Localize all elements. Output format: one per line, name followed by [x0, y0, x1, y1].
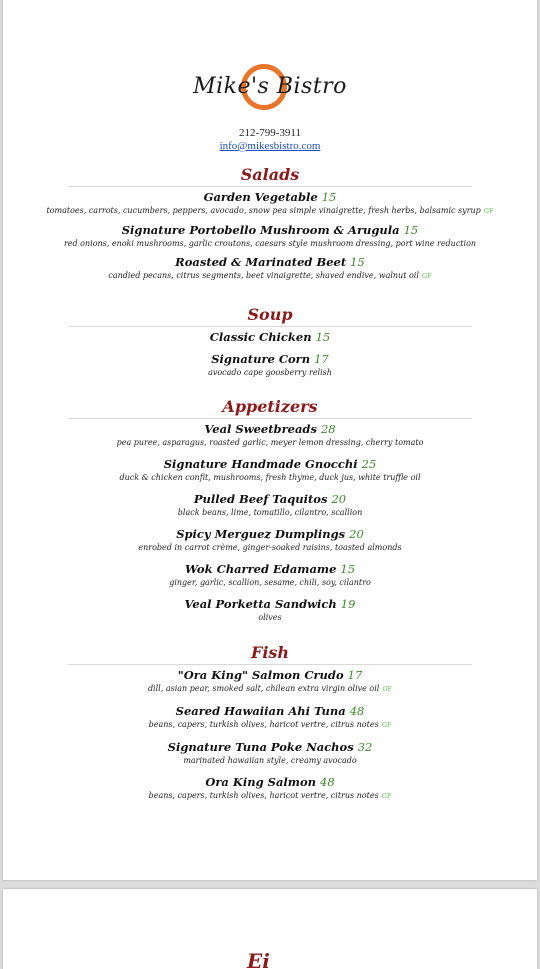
- item-description: black beans, lime, tomatillo, cilantro, scallion: [177, 508, 363, 517]
- gf-tag: GF: [483, 207, 494, 215]
- item-name: Veal Porketta Sandwich: [184, 597, 337, 611]
- brand-logo: [3, 58, 537, 118]
- item-description: marinated hawaiian style, creamy avocado: [183, 756, 357, 765]
- next-menu-page: [3, 889, 537, 969]
- item-name: Seared Hawaiian Ahi Tuna: [175, 704, 346, 718]
- section-salads: [3, 165, 537, 282]
- item-description: candied pecans, citrus segments, beet vinaigrette, shaved endive, walnut oil: [108, 271, 419, 280]
- item-price: 19: [340, 597, 356, 611]
- item-price: 15: [403, 223, 419, 237]
- gf-tag: GF: [381, 721, 392, 729]
- divider: [68, 186, 472, 187]
- menu-item: [3, 596, 537, 623]
- item-name: Signature Handmade Gnocchi: [163, 457, 358, 471]
- divider: [68, 418, 472, 419]
- item-price: 15: [350, 255, 365, 269]
- item-description: avocado cape goosberry relish: [208, 368, 332, 377]
- item-price: 48: [349, 704, 365, 718]
- menu-item: [3, 774, 537, 802]
- menu-item: [3, 667, 537, 695]
- item-price: 28: [320, 422, 336, 436]
- item-price: 25: [361, 457, 377, 471]
- gf-tag: GF: [421, 272, 432, 280]
- item-name: Ora King Salmon: [205, 775, 316, 789]
- item-price: 17: [314, 352, 329, 366]
- menu-item: [3, 526, 537, 553]
- menu-item: [3, 561, 537, 588]
- section-title: Fish: [250, 643, 290, 662]
- menu-item: [3, 421, 537, 448]
- contact-info: [3, 127, 537, 153]
- divider: [68, 326, 472, 327]
- item-name: Garden Vegetable: [203, 190, 318, 204]
- next-section-title: Ei: [247, 949, 270, 969]
- item-name: "Ora King" Salmon Crudo: [177, 668, 344, 682]
- section-title: Salads: [240, 165, 300, 184]
- item-name: Spicy Merguez Dumplings: [176, 527, 346, 541]
- menu-item: [3, 703, 537, 731]
- item-name: Signature Portobello Mushroom & Arugula: [121, 223, 400, 237]
- section-appetizers: [3, 397, 537, 623]
- brand-name: Mike's Bistro: [193, 74, 347, 99]
- menu-item: [3, 456, 537, 483]
- menu-item: [3, 351, 537, 378]
- item-name: Veal Sweetbreads: [204, 422, 317, 436]
- item-name: Wok Charred Edamame: [184, 562, 337, 576]
- item-name: Roasted & Marinated Beet: [175, 255, 347, 269]
- gf-tag: GF: [382, 685, 393, 693]
- item-description: ginger, garlic, scallion, sesame, chili, soy, cilantro: [169, 578, 371, 587]
- item-price: 20: [331, 492, 347, 506]
- section-title: Soup: [247, 305, 293, 324]
- item-description: beans, capers, turkish olives, haricot vertre, citrus notes: [148, 791, 379, 800]
- menu-item: [3, 254, 537, 282]
- divider: [68, 664, 472, 665]
- item-description: olives: [258, 613, 282, 622]
- item-name: Signature Tuna Poke Nachos: [167, 740, 354, 754]
- item-price: 48: [320, 775, 335, 789]
- email-link[interactable]: info@mikesbistro.com: [219, 140, 321, 152]
- item-description: duck & chicken confit, mushrooms, fresh thyme, duck jus, white truffle oil: [119, 473, 421, 482]
- item-price: 32: [357, 740, 373, 754]
- item-price: 15: [315, 330, 331, 344]
- item-price: 17: [347, 668, 363, 682]
- item-description: tomatoes, carrots, cucumbers, peppers, avocado, snow pea simple vinaigrette, fresh herbs, balsamic syrup: [46, 206, 481, 215]
- item-description: red onions, enoki mushrooms, garlic croutons, caesars style mushroom dressing, port wine reduction: [63, 239, 477, 248]
- item-price: 20: [349, 527, 364, 541]
- section-soup: [3, 305, 537, 378]
- item-description: beans, capers, turkish olives, haricot vertre, citrus notes: [148, 720, 379, 729]
- menu-item: [3, 329, 537, 345]
- item-price: 15: [340, 562, 356, 576]
- item-description: enrobed in carrot crème, ginger-soaked raisins, toasted almonds: [138, 543, 402, 552]
- menu-item: [3, 739, 537, 766]
- menu-item: [3, 491, 537, 518]
- item-description: pea puree, asparagus, roasted garlic, meyer lemon dressing, cherry tomato: [116, 438, 424, 447]
- section-fish: [3, 643, 537, 802]
- item-price: 15: [321, 190, 337, 204]
- item-name: Signature Corn: [211, 352, 311, 366]
- gf-tag: GF: [381, 792, 392, 800]
- phone-number: 212-799-3911: [239, 127, 301, 139]
- menu-page: [3, 0, 537, 880]
- item-name: Pulled Beef Taquitos: [193, 492, 328, 506]
- section-title: Appetizers: [222, 397, 318, 416]
- item-name: Classic Chicken: [209, 330, 312, 344]
- menu-item: [3, 189, 537, 217]
- item-description: dill, asian pear, smoked salt, chilean extra virgin olive oil: [147, 684, 380, 693]
- menu-item: [3, 222, 537, 249]
